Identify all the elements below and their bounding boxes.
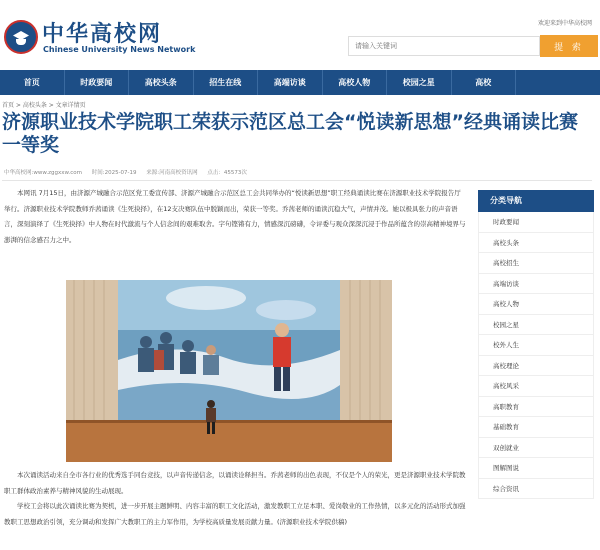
divider <box>2 180 592 181</box>
search-button[interactable]: 提 索 <box>540 35 598 57</box>
sidebar-item[interactable]: 高端访谈 <box>478 274 594 295</box>
nav-item-universities[interactable]: 高校 <box>452 70 517 95</box>
sidebar-item[interactable]: 高校招生 <box>478 253 594 274</box>
article-title: 济源职业技术学院职工荣获示范区总工会“悦读新思想”经典诵读比赛一等奖 <box>2 111 578 156</box>
article-paragraph: 学校工会将以此次诵读比赛为契机，进一步开展主题鲜明、内容丰富的职工文化活动，激发教职工立足本职、爱岗敬业的工作热情，以多元化的活动形式加强教职工思想政治引领，充分调动和发挥广大教职工的主力军作用，为学校高质量发展贡献力量。(济源职业技术学院供稿) <box>4 502 466 526</box>
article-paragraph: 本网讯 7月15日，由济源产城融合示范区党工委宣传部、济源产城融合示范区总工会共同举办的“悦读新思想”职工经典诵读比赛在济源职业技术学院报告厅举行。济源职业技术学院教师乔茜诵读《生死抉择》，在12支决赛队伍中脱颖而出，荣获一等奖。乔茜老师的诵读沉稳大气，声情并茂。她以极具张力的声音语言，深刻演绎了《生死抉择》中人物在时代激流与个人信念间的艰难取舍。字句铿锵有力，情感深沉磅礴，令评委与观众深深沉浸于作品所蕴含的崇高精神境界与澎湃的信念感召力之中。 <box>4 189 466 244</box>
article-meta <box>4 168 255 176</box>
nav-item-interviews[interactable]: 高端访谈 <box>258 70 323 95</box>
sidebar-item[interactable]: 基础教育 <box>478 417 594 438</box>
welcome-text: 欢迎来到中华高校网 <box>537 20 592 27</box>
nav-item-politics[interactable]: 时政要闻 <box>65 70 130 95</box>
article-views: 点击：45573次 <box>207 170 247 176</box>
sidebar-item[interactable]: 高职教育 <box>478 397 594 418</box>
search-input[interactable] <box>348 36 540 56</box>
sidebar-item[interactable]: 高校头条 <box>478 233 594 254</box>
site-name[interactable]: 中华高校网 <box>42 22 163 47</box>
sidebar-item[interactable]: 双创就业 <box>478 438 594 459</box>
nav-item-campus-stars[interactable]: 校园之星 <box>387 70 452 95</box>
sidebar-item[interactable]: 高校风采 <box>478 376 594 397</box>
article-body <box>4 186 466 248</box>
article-source: 中华高校网:www.zggxxw.com <box>4 170 82 176</box>
sidebar-item[interactable]: 校外人生 <box>478 335 594 356</box>
site-logo-icon[interactable] <box>4 20 38 54</box>
nav-item-headlines[interactable]: 高校头条 <box>129 70 194 95</box>
sidebar-item[interactable]: 图解图说 <box>478 458 594 479</box>
article-origin: 来源:河南高校资讯网 <box>146 170 198 176</box>
sidebar-heading: 分类导航 <box>478 190 594 212</box>
nav-item-home[interactable]: 首页 <box>0 70 65 95</box>
main-nav <box>0 70 600 95</box>
nav-item-people[interactable]: 高校人物 <box>323 70 388 95</box>
sidebar-item[interactable]: 校园之星 <box>478 315 594 336</box>
article-time: 时间:2025-07-19 <box>91 170 137 176</box>
sidebar-item[interactable]: 高校人物 <box>478 294 594 315</box>
sidebar-item[interactable]: 综合资讯 <box>478 479 594 500</box>
article-photo <box>66 280 392 462</box>
breadcrumb[interactable]: 首页 > 高校头条 > 文章详情页 <box>2 102 86 109</box>
site-subtitle: Chinese University News Network <box>43 45 196 54</box>
category-sidebar <box>478 190 594 499</box>
article-body-lower <box>4 468 466 530</box>
sidebar-item[interactable]: 时政要闻 <box>478 212 594 233</box>
article-paragraph: 本次诵读活动来自全市各行业的优秀选手同台竞技，以声音传递信念，以诵读诠释担当。乔茜老师的出色表现，不仅是个人的荣光，更是济源职业技术学院教职工群体政治素养与精神风貌的生动展现。 <box>4 471 466 495</box>
sidebar-item[interactable]: 高校理论 <box>478 356 594 377</box>
nav-item-admissions[interactable]: 招生在线 <box>194 70 259 95</box>
site-header <box>0 0 600 70</box>
